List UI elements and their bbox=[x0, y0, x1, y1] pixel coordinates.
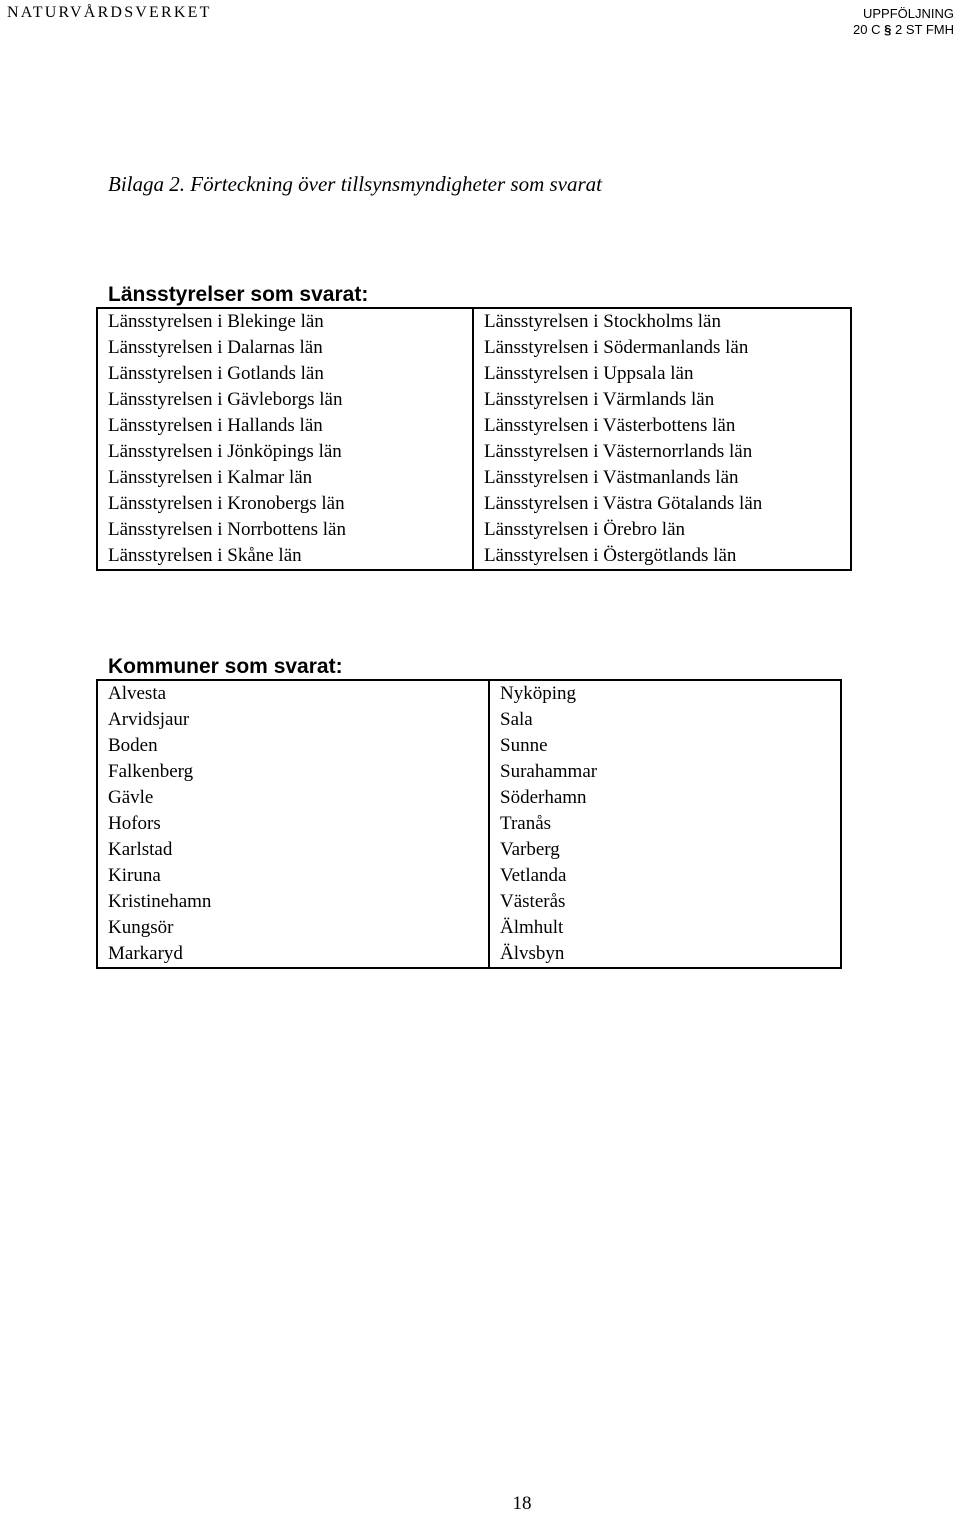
lansstyrelser-table bbox=[96, 307, 852, 571]
list-item: Hofors bbox=[108, 813, 161, 834]
list-item: Tranås bbox=[500, 813, 552, 834]
section-sign: § bbox=[884, 22, 892, 37]
list-item: Länsstyrelsen i Stockholms län bbox=[484, 311, 721, 332]
list-item: Varberg bbox=[500, 839, 560, 860]
list-item: Karlstad bbox=[108, 839, 173, 860]
list-item: Arvidsjaur bbox=[108, 709, 190, 730]
list-item: Kiruna bbox=[108, 865, 161, 886]
page-number: 18 bbox=[512, 1493, 532, 1514]
list-item: Boden bbox=[108, 735, 158, 756]
list-item: Kristinehamn bbox=[108, 891, 212, 912]
list-item: Länsstyrelsen i Gotlands län bbox=[108, 363, 324, 384]
list-item: Alvesta bbox=[108, 683, 167, 704]
list-item: Älmhult bbox=[500, 917, 564, 938]
list-item: Länsstyrelsen i Uppsala län bbox=[484, 363, 694, 384]
list-item: Länsstyrelsen i Kronobergs län bbox=[108, 493, 345, 514]
list-item: Länsstyrelsen i Västerbottens län bbox=[484, 415, 736, 436]
list-item: Länsstyrelsen i Skåne län bbox=[108, 545, 302, 566]
list-item: Falkenberg bbox=[108, 761, 194, 782]
list-item: Surahammar bbox=[500, 761, 598, 782]
reference-label: UPPFÖLJNING bbox=[862, 6, 954, 21]
list-item: Länsstyrelsen i Örebro län bbox=[484, 519, 686, 540]
kommuner-table bbox=[96, 679, 842, 969]
list-item: Västerås bbox=[500, 891, 566, 912]
lansstyrelser-left-column bbox=[97, 308, 473, 570]
list-item: Länsstyrelsen i Västra Götalands län bbox=[484, 493, 763, 514]
list-item: Markaryd bbox=[108, 943, 183, 964]
lansstyrelser-heading: Länsstyrelser som svarat: bbox=[108, 283, 369, 306]
list-item: Älvsbyn bbox=[500, 943, 565, 964]
kommuner-right-column bbox=[489, 680, 841, 968]
list-item: Länsstyrelsen i Blekinge län bbox=[108, 311, 324, 332]
list-item: Länsstyrelsen i Norrbottens län bbox=[108, 519, 346, 540]
lansstyrelser-right-column bbox=[473, 308, 851, 570]
list-item: Länsstyrelsen i Västernorrlands län bbox=[484, 441, 753, 462]
reference-suffix: 2 ST FMH bbox=[895, 22, 954, 37]
org-name: NATURVÅRDSVERKET bbox=[7, 4, 212, 21]
list-item: Länsstyrelsen i Värmlands län bbox=[484, 389, 715, 410]
list-item: Länsstyrelsen i Västmanlands län bbox=[484, 467, 739, 488]
document-title: Bilaga 2. Förteckning över tillsynsmyndigheter som svarat bbox=[108, 172, 603, 196]
kommuner-heading: Kommuner som svarat: bbox=[108, 655, 343, 678]
list-item: Sunne bbox=[500, 735, 548, 756]
document-reference bbox=[853, 6, 954, 38]
kommuner-left-column bbox=[97, 680, 489, 968]
reference-prefix: 20 C bbox=[853, 22, 881, 37]
list-item: Kungsör bbox=[108, 917, 174, 938]
list-item: Länsstyrelsen i Södermanlands län bbox=[484, 337, 749, 358]
list-item: Gävle bbox=[108, 787, 154, 808]
list-item: Länsstyrelsen i Gävleborgs län bbox=[108, 389, 343, 410]
list-item: Länsstyrelsen i Hallands län bbox=[108, 415, 323, 436]
list-item: Söderhamn bbox=[500, 787, 587, 808]
list-item: Sala bbox=[500, 709, 533, 730]
list-item: Länsstyrelsen i Kalmar län bbox=[108, 467, 313, 488]
list-item: Länsstyrelsen i Dalarnas län bbox=[108, 337, 323, 358]
list-item: Vetlanda bbox=[500, 865, 567, 886]
list-item: Nyköping bbox=[500, 683, 576, 704]
list-item: Länsstyrelsen i Jönköpings län bbox=[108, 441, 342, 462]
list-item: Länsstyrelsen i Östergötlands län bbox=[484, 545, 737, 566]
reference-code bbox=[853, 22, 954, 38]
